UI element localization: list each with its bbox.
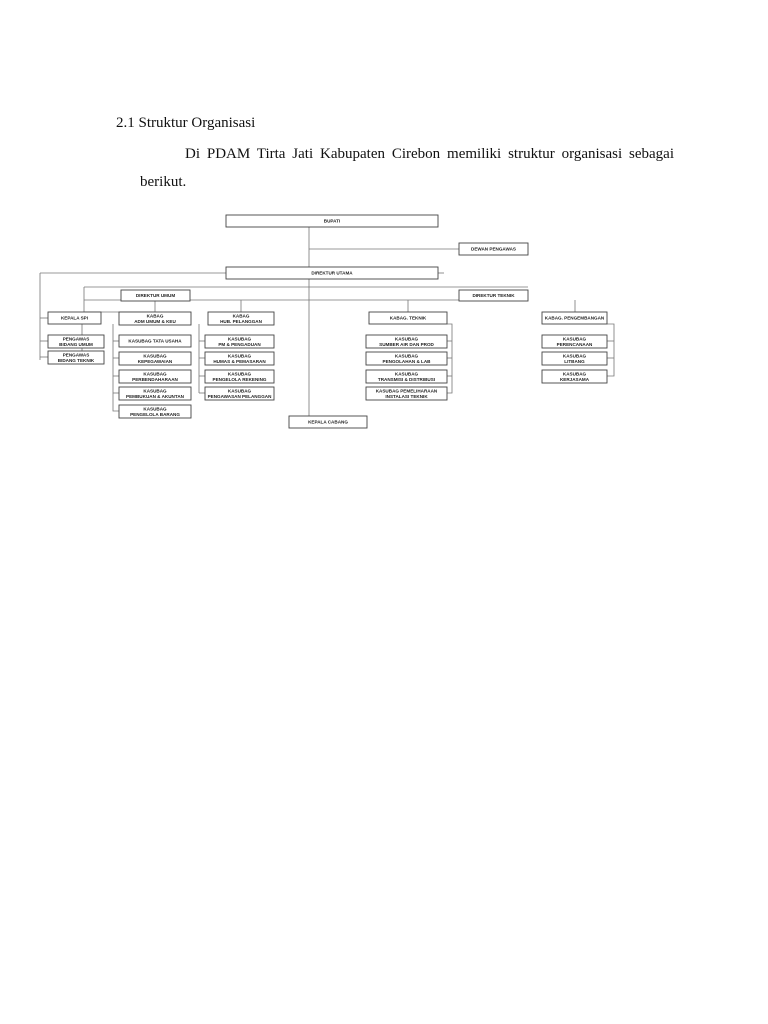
box-kasubag-pengelola-rekening [205,370,274,383]
box-kasubag-pm-pengaduan-label: PM & PENGADUAN [218,341,261,347]
box-kabag-hub-pelanggan [208,312,274,325]
box-kabag-pengembangan-label: KABAG. PENGEMBANGAN [544,315,605,321]
box-kabag-hub-pelanggan-label: KABAG [232,313,250,319]
box-pengawas-bidang-teknik [48,351,104,364]
connector-line [607,324,614,376]
box-kepala-cabang-label: KEPALA CABANG [308,419,348,425]
box-kasubag-pengelola-rekening-label: PENGELOLA REKENING [212,376,267,382]
box-kasubag-perbendaharaan-label: KASUBAG [143,371,167,377]
box-kepala-spi-label: KEPALA SPI [60,315,89,321]
box-kasubag-kerjasama-label: KASUBAG [562,371,587,377]
box-kasubag-pembukuan [119,387,191,400]
box-pengawas-bidang-umum-label: PENGAWAS [62,336,90,342]
box-kasubag-pengelola-rekening-label: KASUBAG [227,371,252,377]
box-kasubag-transmisi-label: KASUBAG [394,371,419,377]
box-kasubag-transmisi-label: TRANSMISI & DISTRIBUSI [377,376,436,382]
box-kabag-teknik-label: KABAG. TEKNIK [389,315,427,321]
box-kasubag-kepegawaian-label: KEPEGAWAIAN [137,358,173,364]
box-kabag-pengembangan [542,312,607,324]
box-kasubag-litbang-label: LITBANG [564,358,585,364]
box-kasubag-pembukuan-label: KASUBAG [143,388,167,394]
box-kasubag-transmisi [366,370,447,383]
box-kasubag-sumber-air [366,335,447,348]
box-kasubag-pengelola-barang [119,405,191,418]
box-kasubag-perencanaan-label: KASUBAG [562,336,587,342]
box-kasubag-pemeliharaan-label: KASUBAG PEMELIHARAAN [375,388,438,394]
box-kasubag-perbendaharaan-label: PERBENDAHARAAN [132,376,178,382]
box-kasubag-kepegawaian [119,352,191,365]
box-pengawas-bidang-teknik-label: PENGAWAS [62,352,90,358]
connector-line [447,324,452,393]
box-pengawas-bidang-umum [48,335,104,348]
box-kasubag-pengolahan [366,352,447,365]
box-kasubag-litbang-label: KASUBAG [562,353,587,359]
box-bupati-label: BUPATI [323,218,341,224]
intro-paragraph: Di PDAM Tirta Jati Kabupaten Cirebon memiliki struktur organisasi sebagai berikut. [140,146,674,190]
box-direktur-umum [121,290,190,301]
box-kasubag-pm-pengaduan [205,335,274,348]
box-kabag-adm-umum-label: ADM UMUM & KEU [134,318,176,324]
box-kasubag-humas-label: KASUBAG [227,353,252,359]
box-direktur-umum-label: DIREKTUR UMUM [135,293,176,299]
box-kabag-adm-umum [119,312,191,325]
box-kasubag-pengolahan-label: KASUBAG [394,353,419,359]
box-direktur-utama [226,267,438,279]
box-kasubag-pengawasan-pelanggan-label: PENGAWASAN PELANGGAN [207,393,272,399]
box-dewan-pengawas-label: DEWAN PENGAWAS [471,246,516,252]
box-kabag-adm-umum-label: KABAG [146,313,164,319]
box-kasubag-pemeliharaan [366,387,447,400]
box-kasubag-pembukuan-label: PEMBUKUAN & AKUNTAN [126,393,184,399]
box-kasubag-humas [205,352,274,365]
box-direktur-teknik-label: DIREKTUR TEKNIK [472,293,515,299]
box-kepala-spi [48,312,101,324]
box-kabag-hub-pelanggan-label: HUB. PELANGGAN [220,318,262,324]
box-kasubag-kerjasama-label: KERJASAMA [559,376,590,382]
box-pengawas-bidang-teknik-label: BIDANG TEKNIK [57,357,95,363]
box-kasubag-litbang [542,352,607,365]
box-kasubag-perencanaan [542,335,607,348]
box-kasubag-tata-usaha-label: KASUBAG TATA USAHA [128,338,182,344]
box-kasubag-pengelola-barang-label: KASUBAG [143,406,167,412]
box-kasubag-pengelola-barang-label: PENGELOLA BARANG [130,411,180,417]
box-kabag-teknik [369,312,447,324]
box-kepala-cabang [289,416,367,428]
box-kasubag-pemeliharaan-label: INSTALASI TEKNIK [385,393,428,399]
box-kasubag-kepegawaian-label: KASUBAG [143,353,167,359]
box-kasubag-sumber-air-label: SUMBER AIR DAN PROD [379,341,434,347]
box-kasubag-pengolahan-label: PENGOLAHAN & LAB [382,358,431,364]
box-kasubag-sumber-air-label: KASUBAG [394,336,419,342]
box-kasubag-pengawasan-pelanggan-label: KASUBAG [227,388,252,394]
section-heading: 2.1 Struktur Organisasi [116,115,256,131]
box-kasubag-perencanaan-label: PERENCANAAN [556,341,593,347]
connector-line [113,324,119,411]
box-kasubag-tata-usaha [119,335,191,347]
box-direktur-utama-label: DIREKTUR UTAMA [311,270,353,276]
box-kasubag-humas-label: HUMAS & PEMASARAN [213,358,266,364]
box-pengawas-bidang-umum-label: BIDANG UMUM [59,341,93,347]
box-kasubag-perbendaharaan [119,370,191,383]
box-kasubag-kerjasama [542,370,607,383]
box-bupati [226,215,438,227]
box-kasubag-pm-pengaduan-label: KASUBAG [227,336,252,342]
box-direktur-teknik [459,290,528,301]
box-kasubag-pengawasan-pelanggan [205,387,274,400]
box-dewan-pengawas [459,243,528,255]
